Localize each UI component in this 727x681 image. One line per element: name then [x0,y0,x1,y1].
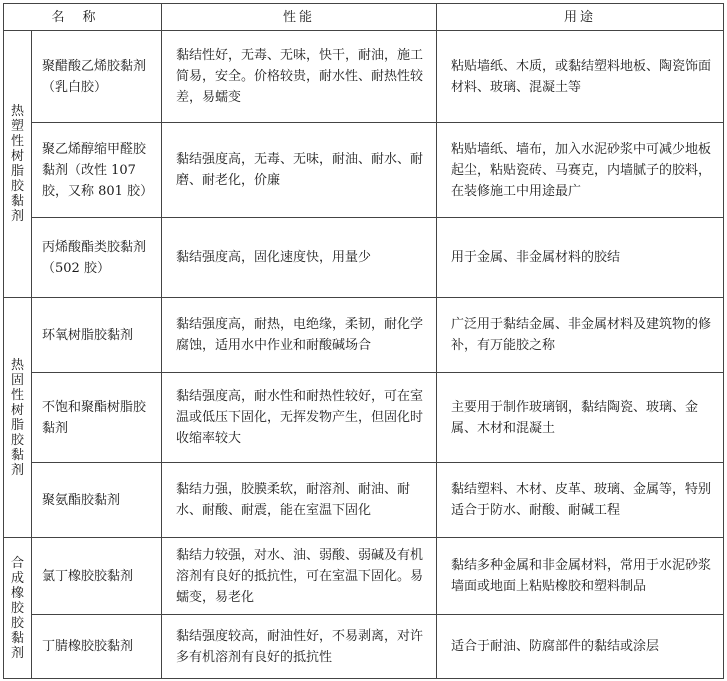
header-property: 性能 [162,4,437,31]
adhesive-use: 广泛用于黏结金属、非金属材料及建筑物的修补，有万能胶之称 [437,298,724,373]
adhesive-property: 黏结性好，无毒、无味，快干，耐油，施工简易，安全。价格较贵，耐水性、耐热性较差，易蠕变 [162,31,437,123]
table-row [4,123,724,218]
table-row [4,538,724,615]
adhesive-name: 氯丁橡胶胶黏剂 [32,538,162,615]
adhesive-use: 适合于耐油、防腐部件的黏结或涂层 [437,615,724,679]
adhesive-use: 粘贴墙纸、木质，或黏结塑料地板、陶瓷饰面材料、玻璃、混凝土等 [437,31,724,123]
adhesive-property: 黏结强度高，固化速度快，用量少 [162,218,437,298]
header-use: 用途 [437,4,724,31]
table-row [4,218,724,298]
adhesive-use: 黏结多种金属和非金属材料，常用于水泥砂浆墙面或地面上粘贴橡胶和塑料制品 [437,538,724,615]
adhesive-name: 环氧树脂胶黏剂 [32,298,162,373]
header-row [4,4,724,31]
adhesive-name: 聚醋酸乙烯胶黏剂（乳白胶） [32,31,162,123]
adhesive-property: 黏结强度较高，耐油性好，不易剥离，对许多有机溶剂有良好的抵抗性 [162,615,437,679]
adhesive-property: 黏结力强，胶膜柔软，耐溶剂、耐油、耐水、耐酸、耐震，能在室温下固化 [162,463,437,538]
table-row [4,373,724,463]
adhesive-property: 黏结强度高，无毒、无味，耐油、耐水、耐磨、耐老化，价廉 [162,123,437,218]
group-label-thermoset: 热 固 性 树 脂 胶 黏 剂 [4,298,32,538]
group-label-thermoplastic: 热 塑 性 树 脂 胶 黏 剂 [4,31,32,298]
adhesive-name: 丙烯酸酯类胶黏剂（502 胶） [32,218,162,298]
adhesive-use: 主要用于制作玻璃钢，黏结陶瓷、玻璃、金属、木材和混凝土 [437,373,724,463]
adhesive-use: 粘贴墙纸、墙布，加入水泥砂浆中可减少地板起尘，粘贴瓷砖、马赛克，内墙腻子的胶料，在装修施工中用途最广 [437,123,724,218]
header-name: 名称 [4,4,162,31]
adhesive-name: 聚乙烯醇缩甲醛胶黏剂（改性 107 胶，又称 801 胶） [32,123,162,218]
adhesive-use: 黏结塑料、木材、皮革、玻璃、金属等，特别适合于防水、耐酸、耐碱工程 [437,463,724,538]
table-row [4,31,724,123]
adhesive-property: 黏结强度高，耐水性和耐热性较好，可在室温或低压下固化，无挥发物产生，但固化时收缩率较大 [162,373,437,463]
table-row [4,463,724,538]
adhesive-property: 黏结强度高，耐热，电绝缘，柔韧，耐化学腐蚀，适用水中作业和耐酸碱场合 [162,298,437,373]
adhesive-table [3,3,724,679]
table-row [4,615,724,679]
group-label-synthetic-rubber: 合 成 橡 胶 胶 黏 剂 [4,538,32,679]
table-row [4,298,724,373]
adhesive-use: 用于金属、非金属材料的胶结 [437,218,724,298]
adhesive-property: 黏结力较强，对水、油、弱酸、弱碱及有机溶剂有良好的抵抗性，可在室温下固化。易蠕变，易老化 [162,538,437,615]
adhesive-name: 不饱和聚酯树脂胶黏剂 [32,373,162,463]
adhesive-name: 聚氨酯胶黏剂 [32,463,162,538]
adhesive-name: 丁腈橡胶胶黏剂 [32,615,162,679]
